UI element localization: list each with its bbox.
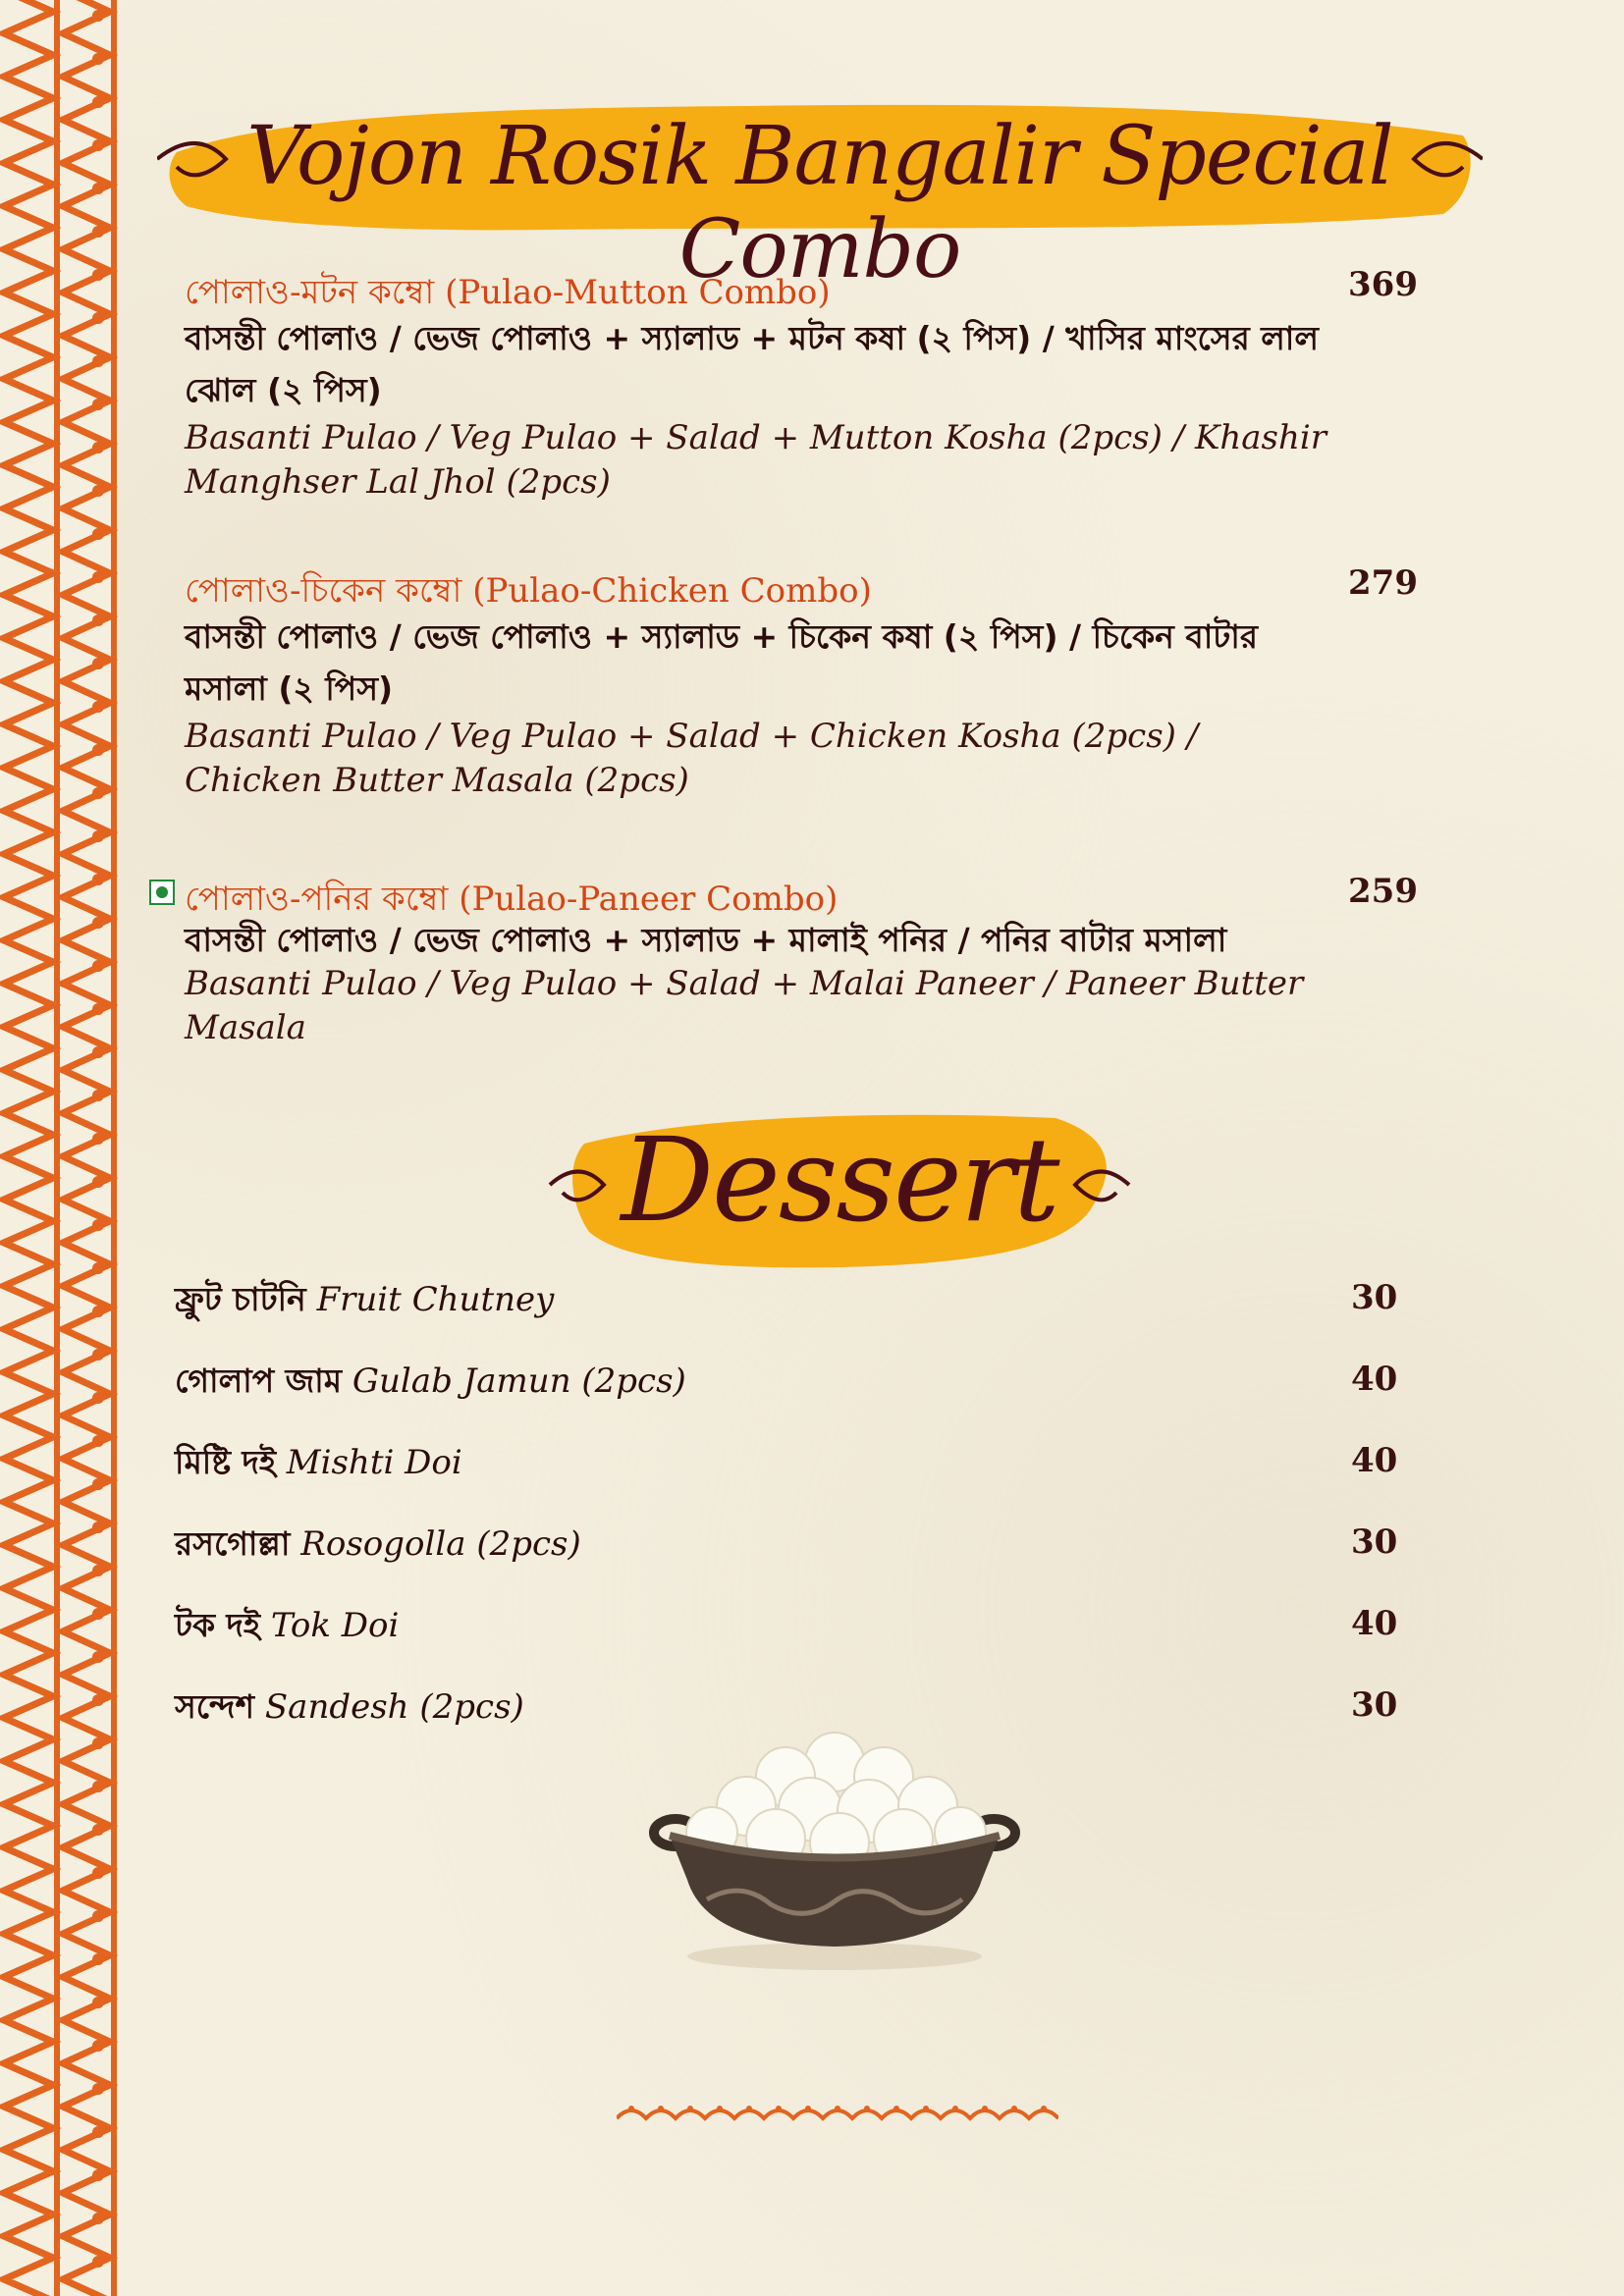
dessert-item (175, 1274, 1412, 1333)
dessert-item-price: 40 (1351, 1441, 1398, 1480)
dessert-item-price: 30 (1351, 1522, 1398, 1562)
combo-item-price: 279 (1348, 563, 1418, 603)
dessert-item-bengali-name: সন্দেশ (175, 1687, 255, 1726)
combo-item-english-description: Basanti Pulao / Veg Pulao + Salad + Mutton Kosha (2pcs) / Khashir Manghser Lal Jhol (2pcs) (185, 418, 1326, 502)
dessert-item (175, 1356, 1412, 1415)
dessert-section-title: Dessert (621, 1112, 1058, 1248)
combo-item-name: পোলাও-চিকেন কম্বো (Pulao-Chicken Combo) (185, 571, 872, 611)
combo-item-paneer (185, 874, 1422, 1050)
combo-item-price: 369 (1348, 265, 1418, 304)
combo-item-chicken (185, 565, 1422, 803)
dessert-item-bengali-name: মিষ্টি দই (175, 1443, 276, 1481)
dessert-item-bengali-name: রসগোল্লা (175, 1524, 291, 1563)
dessert-item-price: 30 (1351, 1278, 1398, 1317)
dessert-item-bengali-name: ফ্রুট চাটনি (175, 1280, 306, 1318)
combo-item-bengali-description: বাসন্তী পোলাও / ভেজ পোলাও + স্যালাড + মটন কষা (২ পিস) / খাসির মাংসের লাল ঝোল (২ পিস) (185, 319, 1319, 409)
dessert-item-price: 40 (1351, 1360, 1398, 1399)
dessert-item-english-name: Rosogolla (2pcs) (300, 1524, 581, 1564)
combo-item-price: 259 (1348, 872, 1418, 911)
veg-icon (149, 880, 175, 905)
dessert-item-english-name: Fruit Chutney (316, 1280, 555, 1319)
dessert-item (175, 1519, 1412, 1577)
dessert-item-english-name: Sandesh (2pcs) (264, 1687, 524, 1727)
dessert-section-banner (545, 1104, 1134, 1276)
combo-item-bengali-description: বাসন্তী পোলাও / ভেজ পোলাও + স্যালাড + চিকেন কষা (২ পিস) / চিকেন বাটার মসালা (২ পিস) (185, 617, 1259, 708)
dessert-item-english-name: Mishti Doi (286, 1443, 462, 1482)
combo-item-name: পোলাও-পনির কম্বো (Pulao-Paneer Combo) (185, 880, 839, 919)
combo-item-name: পোলাও-মটন কম্বো (Pulao-Mutton Combo) (185, 273, 831, 312)
zigzag-border (0, 0, 118, 2296)
dessert-item-english-name: Tok Doi (270, 1606, 400, 1645)
wave-divider (617, 2101, 1058, 2130)
dessert-item-bengali-name: গোলাপ জাম (175, 1362, 343, 1400)
combo-item-english-description: Basanti Pulao / Veg Pulao + Salad + Malai Paneer / Paneer Butter Masala (185, 964, 1304, 1047)
combo-item-mutton (185, 267, 1422, 505)
dessert-item-price: 40 (1351, 1604, 1398, 1643)
combo-section-title: Vojon Rosik Bangalir Special Combo (246, 110, 1393, 296)
dessert-item-english-name: Gulab Jamun (2pcs) (352, 1362, 686, 1401)
dessert-item-bengali-name: টক দই (175, 1606, 261, 1644)
dessert-item-price: 30 (1351, 1685, 1398, 1725)
combo-item-bengali-description: বাসন্তী পোলাও / ভেজ পোলাও + স্যালাড + মালাই পনির / পনির বাটার মসালা (185, 921, 1227, 959)
combo-item-english-description: Basanti Pulao / Veg Pulao + Salad + Chicken Kosha (2pcs) / Chicken Butter Masala (2pcs) (185, 717, 1199, 800)
rasgulla-bowl-image (648, 1723, 1021, 1978)
dessert-item (175, 1600, 1412, 1659)
dessert-item (175, 1437, 1412, 1496)
